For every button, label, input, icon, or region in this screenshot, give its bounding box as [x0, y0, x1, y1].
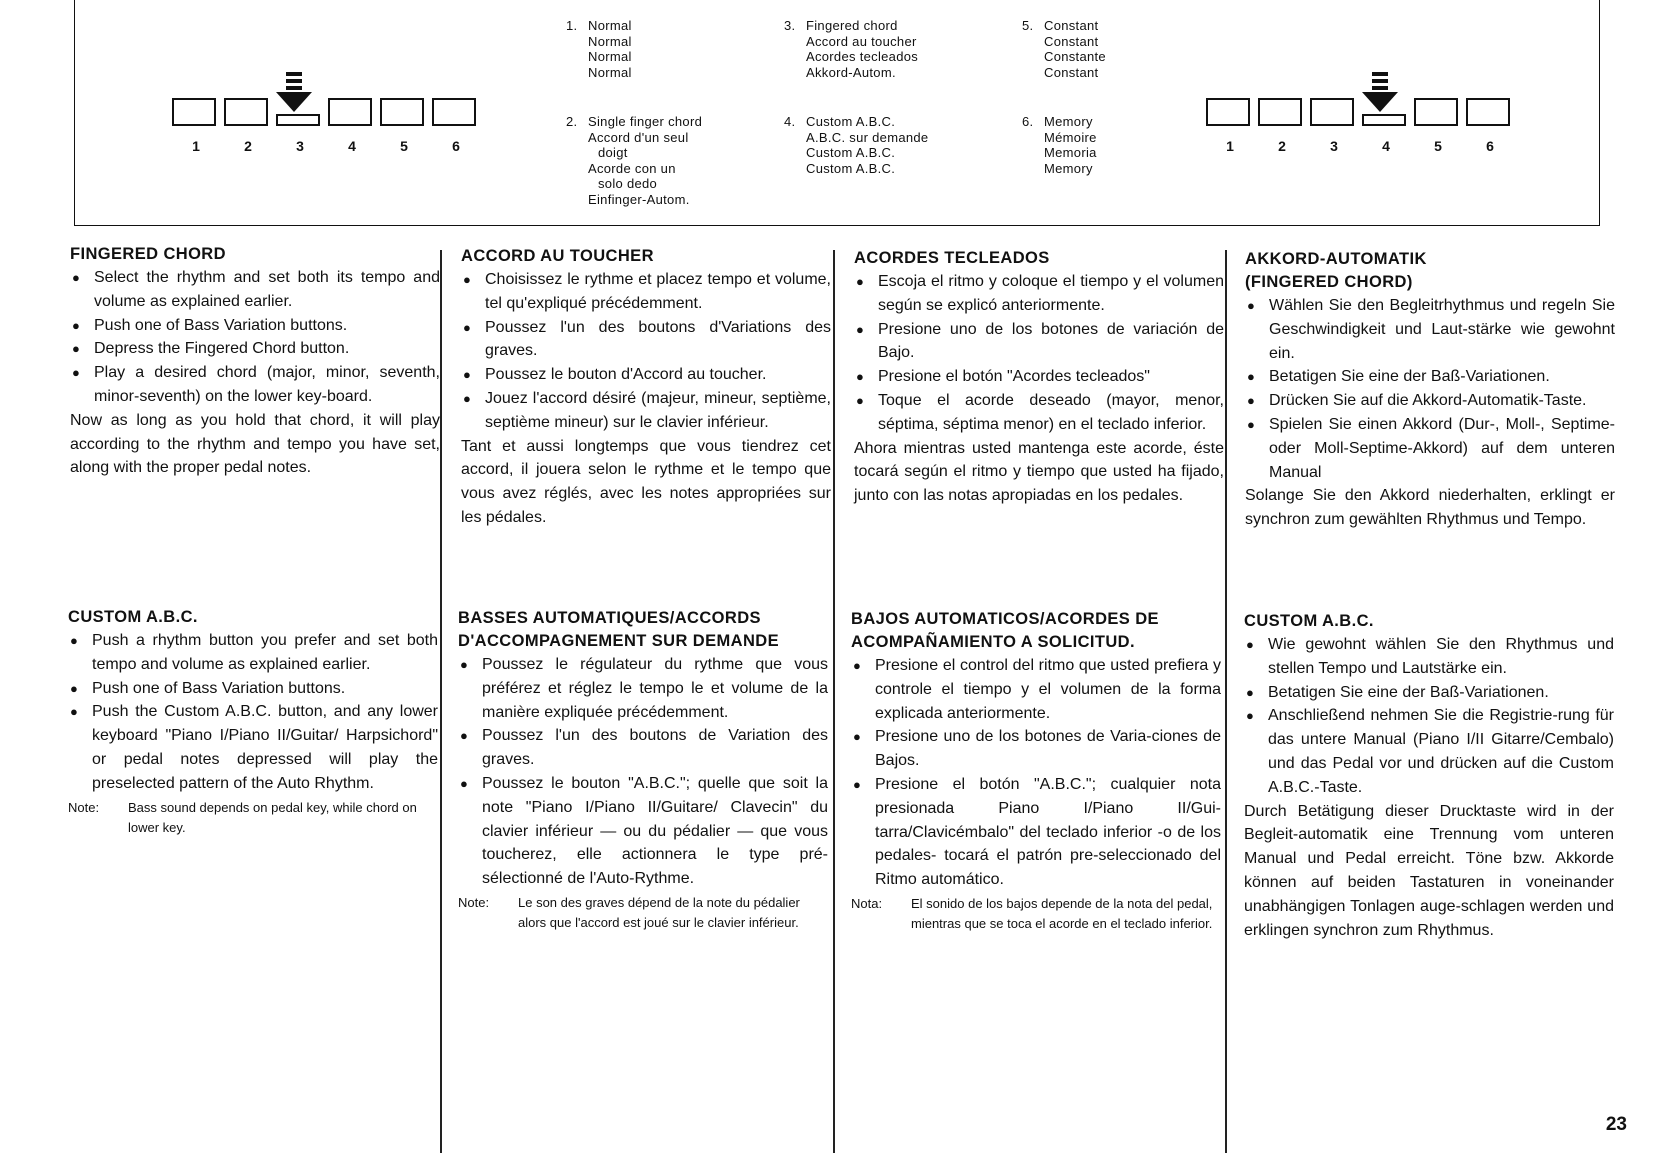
page-number: 23: [1605, 1114, 1627, 1135]
instruction-list: [458, 653, 828, 891]
number-label: 5: [1434, 138, 1442, 154]
number-label: 3: [296, 138, 304, 154]
rhythm-button-4: [328, 98, 372, 126]
list-item: ● Wie gewohnt wählen Sie den Rhythmus und stellen Tempo und Lautstärke ein.: [1244, 633, 1614, 681]
note-label: Nota:: [851, 895, 883, 911]
list-item: ● Betatigen Sie eine der Baß-Variationen.: [1244, 681, 1614, 705]
legend-item-1: 1. Normal Normal Normal Normal: [566, 18, 632, 80]
press-arrow-icon: [272, 70, 316, 116]
section-title: BAJOS AUTOMATICOS/ACORDES DE ACOMPAÑAMIENTO A SOLICITUD.: [851, 610, 1159, 651]
list-item: ● Push one of Bass Variation buttons.: [68, 677, 438, 701]
note-text: Bass sound depends on pedal key, while chord on lower key.: [128, 799, 417, 836]
english-fingered-chord-section: [70, 243, 440, 480]
number-label: 3: [1330, 138, 1338, 154]
paragraph: Ahora mientras usted mantenga este acorde, éste tocará según el ritmo y tiempo que usted ha fijado, junto con las notas apropiadas en los pedales.: [854, 439, 1224, 505]
number-label: 2: [244, 138, 252, 154]
list-item: ● Anschließend nehmen Sie die Registrie-rung für das untere Manual (Piano I/II Gitarre/Cembalo) und das Pedal vor und drücken auf die Custom A.B.C.-Taste.: [1244, 704, 1614, 799]
instruction-list: [1245, 294, 1615, 484]
list-item: ● Spielen Sie einen Akkord (Dur-, Moll-, Septime- oder Moll-Septime-Akkord) auf dem unteren Manual: [1245, 413, 1615, 484]
number-label: 5: [400, 138, 408, 154]
list-item: ● Presione el control del ritmo que usted prefiera y controle el tiempo y el volumen de la forma explicada anteriormente.: [851, 654, 1221, 725]
section-title: FINGERED CHORD: [70, 245, 226, 263]
french-accord-au-toucher-section: [461, 245, 831, 530]
number-label: 1: [192, 138, 200, 154]
list-item: ● Wählen Sie den Begleitrhythmus und regeln Sie Geschwindigkeit und Laut-stärke wie gewohnt ein.: [1245, 294, 1615, 365]
section-title: ACCORD AU TOUCHER: [461, 247, 654, 265]
rhythm-button-5: [380, 98, 424, 126]
left-button-numbers: [170, 138, 482, 154]
press-arrow-icon: [1358, 70, 1402, 116]
note-label: Note:: [68, 799, 100, 815]
instruction-list: [854, 270, 1224, 437]
note: [458, 893, 828, 934]
number-label: 1: [1226, 138, 1234, 154]
list-item: ● Toque el acorde deseado (mayor, menor, séptima, séptima menor) en el teclado inferior.: [854, 389, 1224, 437]
list-item: ● Jouez l'accord désiré (majeur, mineur, septième, septième mineur) sur le clavier inférieur.: [461, 387, 831, 435]
french-basses-automatiques-section: [458, 607, 828, 934]
instruction-list: [1244, 633, 1614, 800]
list-item: ● Poussez l'un des boutons d'Variations des graves.: [461, 316, 831, 364]
note: [68, 798, 438, 839]
instruction-list: [70, 266, 440, 409]
section-title: ACORDES TECLEADOS: [854, 249, 1050, 267]
list-item: ● Poussez le bouton d'Accord au toucher.: [461, 363, 831, 387]
right-button-numbers: [1204, 138, 1516, 154]
number-label: 4: [1382, 138, 1390, 154]
paragraph: Solange Sie den Akkord niederhalten, erklingt er synchron zum gewählten Rhythmus und Tempo.: [1245, 487, 1615, 529]
list-item: ● Betatigen Sie eine der Baß-Variationen.: [1245, 365, 1615, 389]
section-title: AKKORD-AUTOMATIK (FINGERED CHORD): [1245, 250, 1427, 291]
paragraph: Now as long as you hold that chord, it will play according to the rhythm and tempo you have set, along with the proper pedal notes.: [70, 411, 440, 477]
list-item: ● Play a desired chord (major, minor, seventh, minor-seventh) on the lower key-board.: [70, 361, 440, 409]
instruction-list: [851, 654, 1221, 892]
instruction-list: [68, 629, 438, 796]
rhythm-button-6: [432, 98, 476, 126]
number-label: 6: [452, 138, 460, 154]
list-item: ● Poussez l'un des boutons de Variation des graves.: [458, 724, 828, 772]
section-title: BASSES AUTOMATIQUES/ACCORDS D'ACCOMPAGNEMENT SUR DEMANDE: [458, 609, 779, 650]
section-title: CUSTOM A.B.C.: [1244, 612, 1374, 630]
list-item: ● Choisissez le rythme et placez tempo et volume, tel qu'expliqué précédemment.: [461, 268, 831, 316]
instruction-list: [461, 268, 831, 435]
list-item: ● Push a rhythm button you prefer and set both tempo and volume as explained earlier.: [68, 629, 438, 677]
legend-item-4: 4. Custom A.B.C. A.B.C. sur demande Custom A.B.C. Custom A.B.C.: [784, 114, 929, 176]
number-label: 2: [1278, 138, 1286, 154]
paragraph: Tant et aussi longtemps que vous tiendrez cet accord, il jouera selon le rythme et le tempo que vous avez réglés, avec les notes appropriées sur les pédales.: [461, 437, 831, 526]
note: [851, 894, 1221, 935]
german-akkord-automatik-section: [1245, 248, 1615, 532]
list-item: ● Poussez le régulateur du rythme que vous préférez et réglez le tempo le et volume de la manière expliquée précédemment.: [458, 653, 828, 724]
rhythm-button-6: [1466, 98, 1510, 126]
rhythm-button-5: [1414, 98, 1458, 126]
spanish-bajos-automaticos-section: [851, 608, 1221, 935]
note-label: Note:: [458, 894, 490, 910]
list-item: ● Presione el botón "A.B.C."; cualquier nota presionada Piano I/Piano II/Gui-tarra/Clavicémbalo" del teclado inferior -o de los pedales- tocará el patrón pre-seleccionado del Ritmo automático.: [851, 773, 1221, 892]
legend-item-3: 3. Fingered chord Accord au toucher Acordes tecleados Akkord-Autom.: [784, 18, 919, 80]
english-custom-abc-section: [68, 606, 438, 839]
list-item: ● Drücken Sie auf die Akkord-Automatik-Taste.: [1245, 389, 1615, 413]
rhythm-button-2: [224, 98, 268, 126]
legend-item-5: 5. Constant Constant Constante Constant: [1022, 18, 1106, 80]
section-title: CUSTOM A.B.C.: [68, 608, 198, 626]
number-label: 6: [1486, 138, 1494, 154]
rhythm-button-1: [172, 98, 216, 126]
german-custom-abc-section: [1244, 610, 1614, 942]
list-item: ● Presione uno de los botones de variación de Bajo.: [854, 318, 1224, 366]
list-item: ● Poussez le bouton "A.B.C."; quelle que soit la note "Piano I/Piano II/Guitare/ Clavecin" du clavier inférieur — ou du pédalier — que vous toucherez, elle actionnera le type pré-sélectionné de l'Auto-Rythme.: [458, 772, 828, 891]
list-item: ● Push the Custom A.B.C. button, and any lower keyboard "Piano I/Piano II/Guitar/ Harpsichord" or pedal notes depressed will play the preselected pattern of the Auto Rhythm.: [68, 700, 438, 795]
list-item: ● Depress the Fingered Chord button.: [70, 337, 440, 361]
legend-item-2: 2. Single finger chord Accord d'un seul doigt Acorde con un solo dedo Einfinger-Autom.: [566, 114, 703, 207]
column-divider: [833, 250, 835, 1153]
column-divider: [1225, 250, 1227, 1153]
list-item: ● Push one of Bass Variation buttons.: [70, 314, 440, 338]
rhythm-button-3: [1310, 98, 1354, 126]
left-button-row: [172, 98, 484, 126]
spanish-acordes-tecleados-section: [854, 247, 1224, 508]
number-label: 4: [348, 138, 356, 154]
rhythm-button-2: [1258, 98, 1302, 126]
list-item: ● Presione uno de los botones de Varia-ciones de Bajos.: [851, 725, 1221, 773]
column-divider: [440, 250, 442, 1153]
rhythm-button-1: [1206, 98, 1250, 126]
note-text: Le son des graves dépend de la note du pédalier alors que l'accord est joué sur le clavier inférieur.: [518, 894, 800, 931]
list-item: ● Escoja el ritmo y coloque el tiempo y el volumen según se explicó anteriormente.: [854, 270, 1224, 318]
note-text: El sonido de los bajos depende de la nota del pedal, mientras que se toca el acorde en el teclado inferior.: [911, 895, 1213, 932]
paragraph: Durch Betätigung dieser Drucktaste wird in der Begleit-automatik eine Trennung vom unteren Manual und Pedal erreicht. Töne bzw. Akkorde können auf beiden Tastaturen in voneinander unabhängigen Tonlagen auge-schlagen werden und erklingen synchron zum Rhythmus.: [1244, 802, 1614, 939]
list-item: ● Select the rhythm and set both its tempo and volume as explained earlier.: [70, 266, 440, 314]
legend-item-6: 6. Memory Mémoire Memoria Memory: [1022, 114, 1097, 176]
list-item: ● Presione el botón "Acordes tecleados": [854, 365, 1224, 389]
